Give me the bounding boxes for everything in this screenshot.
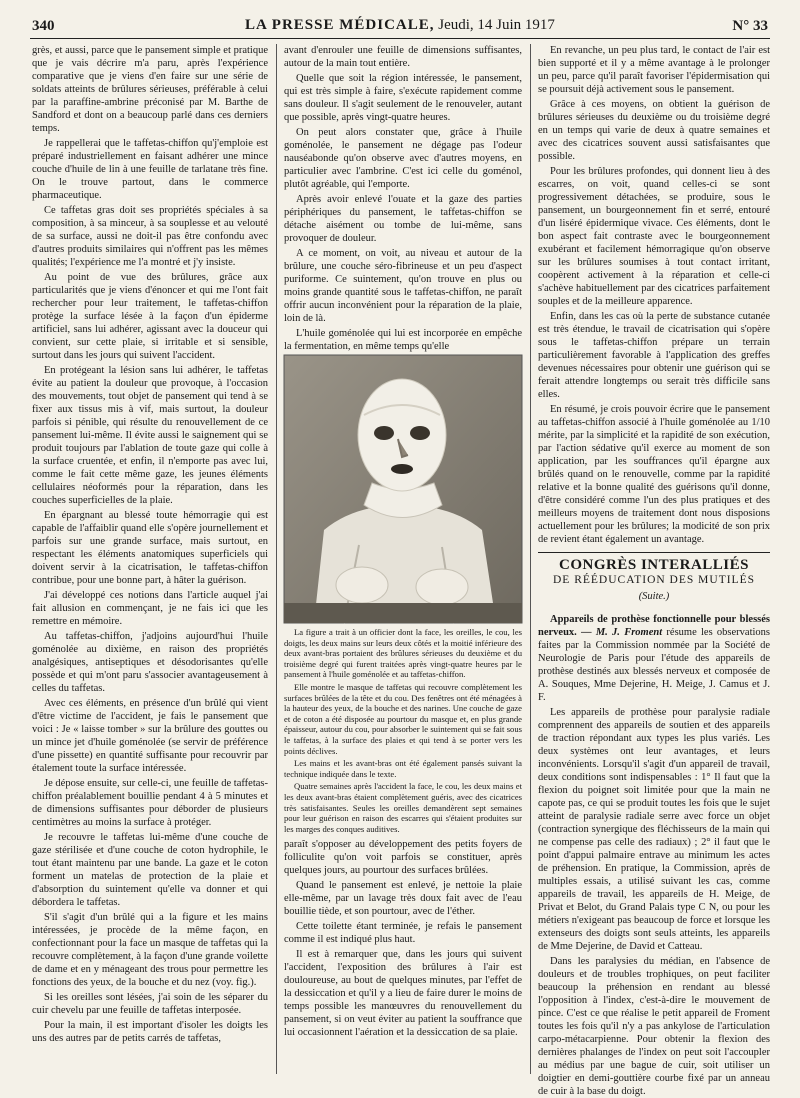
- column-middle: [284, 44, 522, 1074]
- paragraph: En résumé, je crois pouvoir écrire que le pansement au taffetas-chiffon associé à l'huile goménolée au 1/10 mérite, par la simplicité et la rapidité de son exécution, par l'action sédative qu'il exerce au moment de son application, par les souffrances qu'il épargne aux brûlés quand on le renouvelle, comme par la rapidité relative et la bonne qualité des guérisons qu'il donne, d'être considéré comme l'un des plus pratiques et des meilleurs moyens de traitement dont nous disposions actuellement pour les brûlures; la modicité de son prix de revient étant également un avantage.: [538, 404, 770, 545]
- paragraph: Je recouvre le taffetas lui-même d'une couche de gaze stérilisée et d'une couche de coton hydrophile, le tout étant maintenu par une bande. La gaze et le coton forment un matelas de protection de la plaie et d'absorption du suintement qu'elle va donner et qui débordera le taffetas.: [32, 832, 268, 908]
- paragraph: Il est à remarquer que, dans les jours qui suivent l'accident, l'exposition des brûlures à l'air est douloureuse, au bout de quelques minutes, par l'effet de la dessiccation et qu'il y a lieu de faire durer le moins de temps possible les manœuvres du renouvellement du pansement, si on veut éviter au patient la souffrance que lui occasionnent l'aération et la dessiccation de sa plaie.: [284, 949, 522, 1039]
- paragraph: Cette toilette étant terminée, je refais le pansement comme il est indiqué plus haut.: [284, 921, 522, 946]
- caption-paragraph: Elle montre le masque de taffetas qui recouvre complètement les surfaces brûlées de la tête et du cou. Des fenêtres ont été ménagées à la hauteur des yeux, de la bouche et des narines. Une couche de gaze et de coton a été disposée au pourtour du masque et, en plus grande épaisseur, autour du cou, pour absorber le suintement qui se fait sous le taffetas, à la surface des plaies et qui tend à se porter vers les points déclives.: [284, 681, 522, 756]
- paragraph: S'il s'agit d'un brûlé qui a la figure et les mains intéressées, je procède de la même façon, en confectionnant pour la face un masque de taffetas qui la recouvre complètement, à la façon d'une grande voilette de dame et en y ménageant des trous pour permettre les fonctions des yeux, de la bouche et du nez (voy. fig.).: [32, 912, 268, 988]
- lead-author: — M. J. Froment: [576, 627, 663, 638]
- paragraph: Grâce à ces moyens, on obtient la guérison de brûlures sérieuses du deuxième ou du troisième degré en un temps qui varie de deux à quatre semaines et avec des cicatrices souvent aussi satisfaisantes que possible.: [538, 99, 770, 162]
- paragraph: Au point de vue des brûlures, grâce aux particularités que je viens d'énoncer et qui me l'ont fait rechercher pour leur traitement, le taffetas-chiffon protège la surface lésée à la façon d'un épiderme artificiel, sans lui adhérer, agissant avec la douceur qui convient, sur cette plaie, si irritable et si sensible, surtout dans les jours qui suivent l'accident.: [32, 272, 268, 361]
- column-right: [538, 44, 771, 1097]
- issue-number: N° 33: [732, 18, 768, 34]
- paragraph: grès, et aussi, parce que le pansement simple et pratique que je vais décrire m'a paru, après l'expérience comparative que je viens d'en faire sur une série de soldats atteints de brûlures sérieuses, préférable à celui par la paraffine-ambrine préconisé par M. Barthe de Sandford et dont on a beaucoup parlé dans ces derniers temps.: [32, 45, 268, 134]
- column-divider: [276, 44, 277, 1074]
- journal-name: LA PRESSE MÉDICALE,: [245, 17, 435, 33]
- lead-heading: Appareils de prothèse fonctionnelle pour blessés nerveux.: [538, 614, 770, 638]
- paragraph: Quelle que soit la région intéressée, le pansement, qui est très simple à faire, s'exécute rapidement comme sans douleur. Il s'agit seulement de le renouveler, autant que possible, après vingt-quatre heures.: [284, 73, 522, 123]
- paragraph: En protégeant la lésion sans lui adhérer, le taffetas évite au patient la douleur que provoque, à l'occasion des mouvements, tout objet de pansement qui tend à se fixer aux tissus mis à vif, mais surtout, la douleur parfois si pénible, qui résulte du renouvellement de ce pansement lui-même. Il évite aussi le saignement qui se produit toujours par l'ablation de toute gaze qui colle à la surface cruentée, et enfin, il n'emporte pas avec lui, comme le fait cette même gaze, les jeunes éléments cellulaires néoformés pour la réparation, dans les couches superficielles de la plaie.: [32, 365, 268, 506]
- paragraph: Avec ces éléments, en présence d'un brûlé qui vient d'être victime de l'accident, je fais le pansement que voici : Je « laisse tomber » sur la brûlure des gouttes ou un mince jet d'huile goménolée (se servir de préférence d'une pissette) en quantité suffisante pour recouvrir par étalement toute la surface intéressée.: [32, 698, 268, 774]
- paragraph: En revanche, un peu plus tard, le contact de l'air est bien supporté et il y a même avantage à le prolonger un peu, parce qu'il paraît favoriser l'épidermisation qui se poursuit déjà activement sous le pansement.: [538, 45, 770, 95]
- masked-patient-illustration: [284, 355, 522, 623]
- paragraph: Je rappellerai que le taffetas-chiffon qu'j'emploie est préparé industriellement en faisant adhérer une mince couche d'huile de lin à une feuille de tarlatane très fine. On le trouve partout, dans le commerce pharmaceutique.: [32, 138, 268, 201]
- patient-photograph: [284, 355, 522, 623]
- section-subtitle: DE RÉÉDUCATION DES MUTILÉS: [552, 574, 755, 586]
- paragraph: J'ai développé ces notions dans l'article auquel j'ai fait allusion en commençant, je ne fais ici que les remettre en mémoire.: [32, 590, 268, 627]
- paragraph: Pour la main, il est important d'isoler les doigts les uns des autres par de petits carrés de taffetas,: [32, 1020, 268, 1044]
- paragraph: Au taffetas-chiffon, j'adjoins aujourd'hui l'huile goménolée au dixième, en raison des propriétés analgésiques, antiseptiques et désodorisantes qu'elle possède et qui m'ont paru s'associer avantageusement à celles du taffetas.: [32, 631, 268, 694]
- caption-paragraph: Quatre semaines après l'accident la face, le cou, les deux mains et les deux avant-bras étaient complètement guéris, avec des cicatrices très satisfaisantes. Seules les oreilles demandèrent sept semaines pour leur guérison en raison des escarres qui s'étaient produites sur les marges des conques auditives.: [284, 781, 522, 834]
- paragraph: Je dépose ensuite, sur celle-ci, une feuille de taffetas-chiffon préalablement bouillie pendant 4 à 5 minutes et de dimensions suffisantes pour déborder de plusieurs centimètres au moins la surface à protéger.: [32, 778, 268, 828]
- page-header: [30, 14, 770, 39]
- paragraph: Enfin, dans les cas où la perte de substance cutanée est très étendue, le travail de cicatrisation qui s'opère sous le taffetas-chiffon prépare un terrain particulièrement favorable à l'application des greffes devenues nécessaires pour obtenir une guérison qui se ferait attendre longtemps ou serait très difficile sans elles.: [538, 311, 770, 400]
- paragraph: paraît s'opposer au développement des petits foyers de folliculite qu'on voit parfois se constituer, après quelques jours, au pourtour des surfaces brûlées.: [284, 839, 522, 877]
- section-continued-note: (Suite.): [638, 591, 670, 602]
- issue-date: Jeudi, 14 Juin 1917: [434, 17, 555, 33]
- journal-title: [30, 17, 770, 34]
- paragraph: On peut alors constater que, grâce à l'huile goménolée, le pansement ne dégage pas l'odeur nauséabonde qu'on observe avec d'autres moyens, en particulier avec l'ambrine. C'est ici celle du goménol, plutôt agréable, qui l'emporte.: [284, 127, 522, 190]
- paragraph: Si les oreilles sont lésées, j'ai soin de les séparer du cuir chevelu par une feuille de taffetas interposée.: [32, 992, 268, 1016]
- paragraph: L'huile goménolée qui lui est incorporée en empêche la fermentation, en même temps qu'elle: [284, 328, 522, 352]
- paragraph: Quand le pansement est enlevé, je nettoie la plaie elle-même, par un lavage très doux fait avec de l'eau bouillie tiède, et son pourtour, avec de l'éther.: [284, 880, 522, 918]
- lead-paragraph: [538, 613, 770, 704]
- paragraph: En épargnant au blessé toute hémorragie qui est capable de l'affaiblir quand elle s'opère journellement et parfois sur une grande surface, mais surtout, en respectant les éléments anatomiques superficiels qui doivent servir à la cicatrisation, le taffetas-chiffon contribue, pour une bonne part, à hâter la guérison.: [32, 510, 268, 586]
- paragraph: A ce moment, on voit, au niveau et autour de la brûlure, une couche séro-fibrineuse et un peu d'aspect puriforme. Ce suintement, qu'on trouve en plus ou moins grande quantité sous le taffetas-chiffon, ne paraît offrir aucun inconvénient pour la réparation de la plaie, loin de là.: [284, 248, 522, 324]
- column-left: [32, 44, 268, 1074]
- section-divider: [538, 552, 770, 553]
- paragraph: Dans les paralysies du médian, en l'absence de douleurs et de troubles trophiques, on peut faciliter beaucoup la préhension en rendant au blessé l'opposition à l'index, c'est-à-dire le mouvement de pince. C'est ce que réalise le petit appareil de Froment toutes les fois qu'il n'y a pas ankylose de l'articulation carpo-métacarpienne. Pour obtenir la flexion des dernières phalanges de l'index on peut soit l'accoupler au médius par une bague de cuir, soit utiliser un doigtier en demi-gouttière courbe fixé par un anneau de cuir à la base du doigt.: [538, 956, 770, 1097]
- paragraph: Pour les brûlures profondes, qui donnent lieu à des escarres, on voit, quand celles-ci se sont progressivement détachées, se produire, sous le pansement, un bourgeonnement fin et serré, entouré d'un liséré épidermique vivace. Ces éléments, dont le bon aspect fait contraste avec le bourgeonnement exubérant et facilement hémorragique qu'on observe sur les brûlures soumises à tout contact irritant, coopèrent activement à la réparation et celle-ci s'achève habituellement par des cicatrices parfaitement souples et de la meilleure apparence.: [538, 166, 770, 307]
- paragraph: Ce taffetas gras doit ses propriétés spéciales à sa composition, à sa minceur, à sa souplesse et au velouté de sa surface, aussi ne doit-il pas être confondu avec d'autres produits similaires qui n'offrent pas les mêmes qualités; l'expérience me l'a montré et j'y insiste.: [32, 205, 268, 268]
- lead-text: résume les observations faites par la Commission nommée par la Société de Neurologie de Paris pour l'étude des appareils de prothèse destinés aux blessés nerveux et composée de A. Souques, Mme Dejerine, H. Meige, J. Camus et J. F.: [538, 627, 771, 703]
- column-divider: [530, 44, 531, 1074]
- paragraph: avant d'enrouler une feuille de dimensions suffisantes, autour de la main tout entière.: [284, 45, 522, 69]
- paragraph: Les appareils de prothèse pour paralysie radiale comprennent des appareils de soutien et des appareils de traction répondant aux types les plus variés. Les deux systèmes ont leur avantages, et leurs inconvénients. Lorsqu'il s'agit d'un appareil de travail, deux conditions sont indispensables : 1° Il faut que la flexion du poignet soit limitée pour que la main ne capote pas, ce qui se produit toutes les fois que le sujet atteint de paralysie radiale serre avec force un objet (contraction synergique des fléchisseurs de la main qui ne compense pas celle des radiaux) ; 2° il faut que le point d'appui palmaire entrave au minimum les actes de préhension. En pratique, la Commission, après de multiples essais, a utilisé suivant les cas, comme appareils de travail, les appareils de H. Meige, de Privat et Belot, du Grand Palais type C N, ou pour les métiers n'exigeant pas beaucoup de force et lorsque les extenseurs des doigts sont seuls atteints, les appareils de Mme Dejerine, de David et Catteau.: [538, 707, 770, 952]
- figure-caption: [284, 627, 522, 834]
- page-number: 340: [32, 18, 55, 34]
- caption-paragraph: Les mains et les avant-bras ont été également pansés suivant la technique indiquée dans le texte.: [284, 758, 522, 779]
- paragraph: Après avoir enlevé l'ouate et la gaze des parties périphériques du pansement, le taffetas-chiffon se détache aisément ou tombe de lui-même, sans provoquer de douleur.: [284, 194, 522, 244]
- caption-paragraph: La figure a trait à un officier dont la face, les oreilles, le cou, les doigts, les deux mains sur leurs deux côtés et la moitié inférieure des deux avant-bras portaient des brûlures sérieuses du deuxième et du troisième degré qui furent traitées après vingt-quatre heures par le pansement à l'huile goménolée et au taffetas-chiffon.: [284, 627, 522, 680]
- section-title: CONGRÈS INTERALLIÉS: [559, 557, 749, 573]
